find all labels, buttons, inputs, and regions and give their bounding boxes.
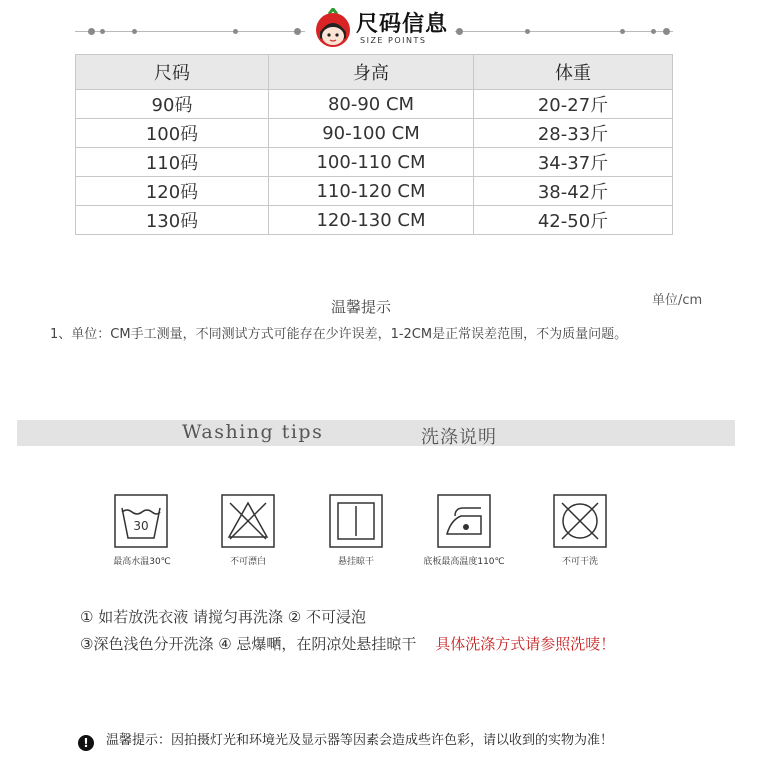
- header-ornament: [620, 29, 625, 34]
- care-instruction-text: ③深色浅色分开洗涤 ④ 忌爆嗮，在阴凉处悬挂晾干: [80, 635, 417, 653]
- size-cell: 110码: [76, 148, 269, 177]
- header-ornament: [294, 28, 301, 35]
- table-row: [76, 90, 673, 119]
- size-cell: 130码: [76, 206, 269, 235]
- height-cell: 80-90 CM: [269, 90, 474, 119]
- weight-cell: 34-37斤: [474, 148, 673, 177]
- iron-icon: [437, 494, 491, 548]
- exclamation-icon: !: [78, 735, 94, 751]
- icon-label: 悬挂晾干: [337, 557, 374, 567]
- logo-icon: [312, 8, 354, 52]
- bottom-note: [78, 729, 613, 751]
- table-header-row: [76, 55, 673, 90]
- hang-dry-icon: [329, 494, 383, 548]
- wash-30-icon: [114, 494, 168, 548]
- washing-title-zh: 洗涤说明: [421, 427, 497, 448]
- table-row: [76, 177, 673, 206]
- column-header-height: 身高: [269, 55, 474, 90]
- bottom-note-text: 温馨提示：因拍摄灯光和环境光及显示器等因素会造成些许色彩，请以收到的实物为准！: [106, 733, 614, 748]
- header-ornament: [233, 29, 238, 34]
- height-cell: 120-130 CM: [269, 206, 474, 235]
- header-ornament: [456, 28, 463, 35]
- table-row: [76, 206, 673, 235]
- size-cell: 100码: [76, 119, 269, 148]
- header-rule-right: [455, 31, 673, 32]
- icon-label: 不可干洗: [561, 557, 598, 567]
- table-row: [76, 148, 673, 177]
- column-header-weight: 体重: [474, 55, 673, 90]
- measurement-note: 1、单位：CM手工测量，不同测试方式可能存在少许误差，1-2CM是正常误差范围，不为质量问题。: [50, 327, 628, 342]
- header-ornament: [525, 29, 530, 34]
- icon-label: 底板最高温度110℃: [423, 557, 505, 567]
- table-row: [76, 119, 673, 148]
- care-instruction-line-1: ① 如若放洗衣液 请搅匀再洗涤 ② 不可浸泡: [80, 608, 366, 626]
- header-ornament: [132, 29, 137, 34]
- column-header-size: 尺码: [76, 55, 269, 90]
- size-cell: 90码: [76, 90, 269, 119]
- height-cell: 100-110 CM: [269, 148, 474, 177]
- washing-banner: [17, 420, 735, 446]
- header-ornament: [651, 29, 656, 34]
- page-title: 尺码信息: [356, 12, 449, 37]
- header-ornament: [100, 29, 105, 34]
- no-dry-clean-icon: [553, 494, 607, 548]
- tips-title: 温馨提示: [331, 298, 392, 316]
- care-highlight: 具体洗涤方式请参照洗唛！: [435, 635, 616, 653]
- height-cell: 90-100 CM: [269, 119, 474, 148]
- page-subtitle: SIZE POINTS: [360, 36, 427, 45]
- weight-cell: 42-50斤: [474, 206, 673, 235]
- weight-cell: 28-33斤: [474, 119, 673, 148]
- header-ornament: [663, 28, 670, 35]
- care-instruction-line-2: [80, 633, 615, 654]
- no-bleach-icon: [221, 494, 275, 548]
- icon-label: 不可漂白: [229, 557, 266, 567]
- weight-cell: 20-27斤: [474, 90, 673, 119]
- icon-label: 最高水温30℃: [113, 557, 171, 567]
- header-ornament: [88, 28, 95, 35]
- size-cell: 120码: [76, 177, 269, 206]
- weight-cell: 38-42斤: [474, 177, 673, 206]
- unit-label: 单位/cm: [652, 293, 703, 308]
- washing-title-en: Washing tips: [182, 421, 324, 443]
- header-rule-left: [75, 31, 305, 32]
- height-cell: 110-120 CM: [269, 177, 474, 206]
- size-table: [75, 54, 673, 235]
- wash-temperature: 30: [133, 519, 149, 533]
